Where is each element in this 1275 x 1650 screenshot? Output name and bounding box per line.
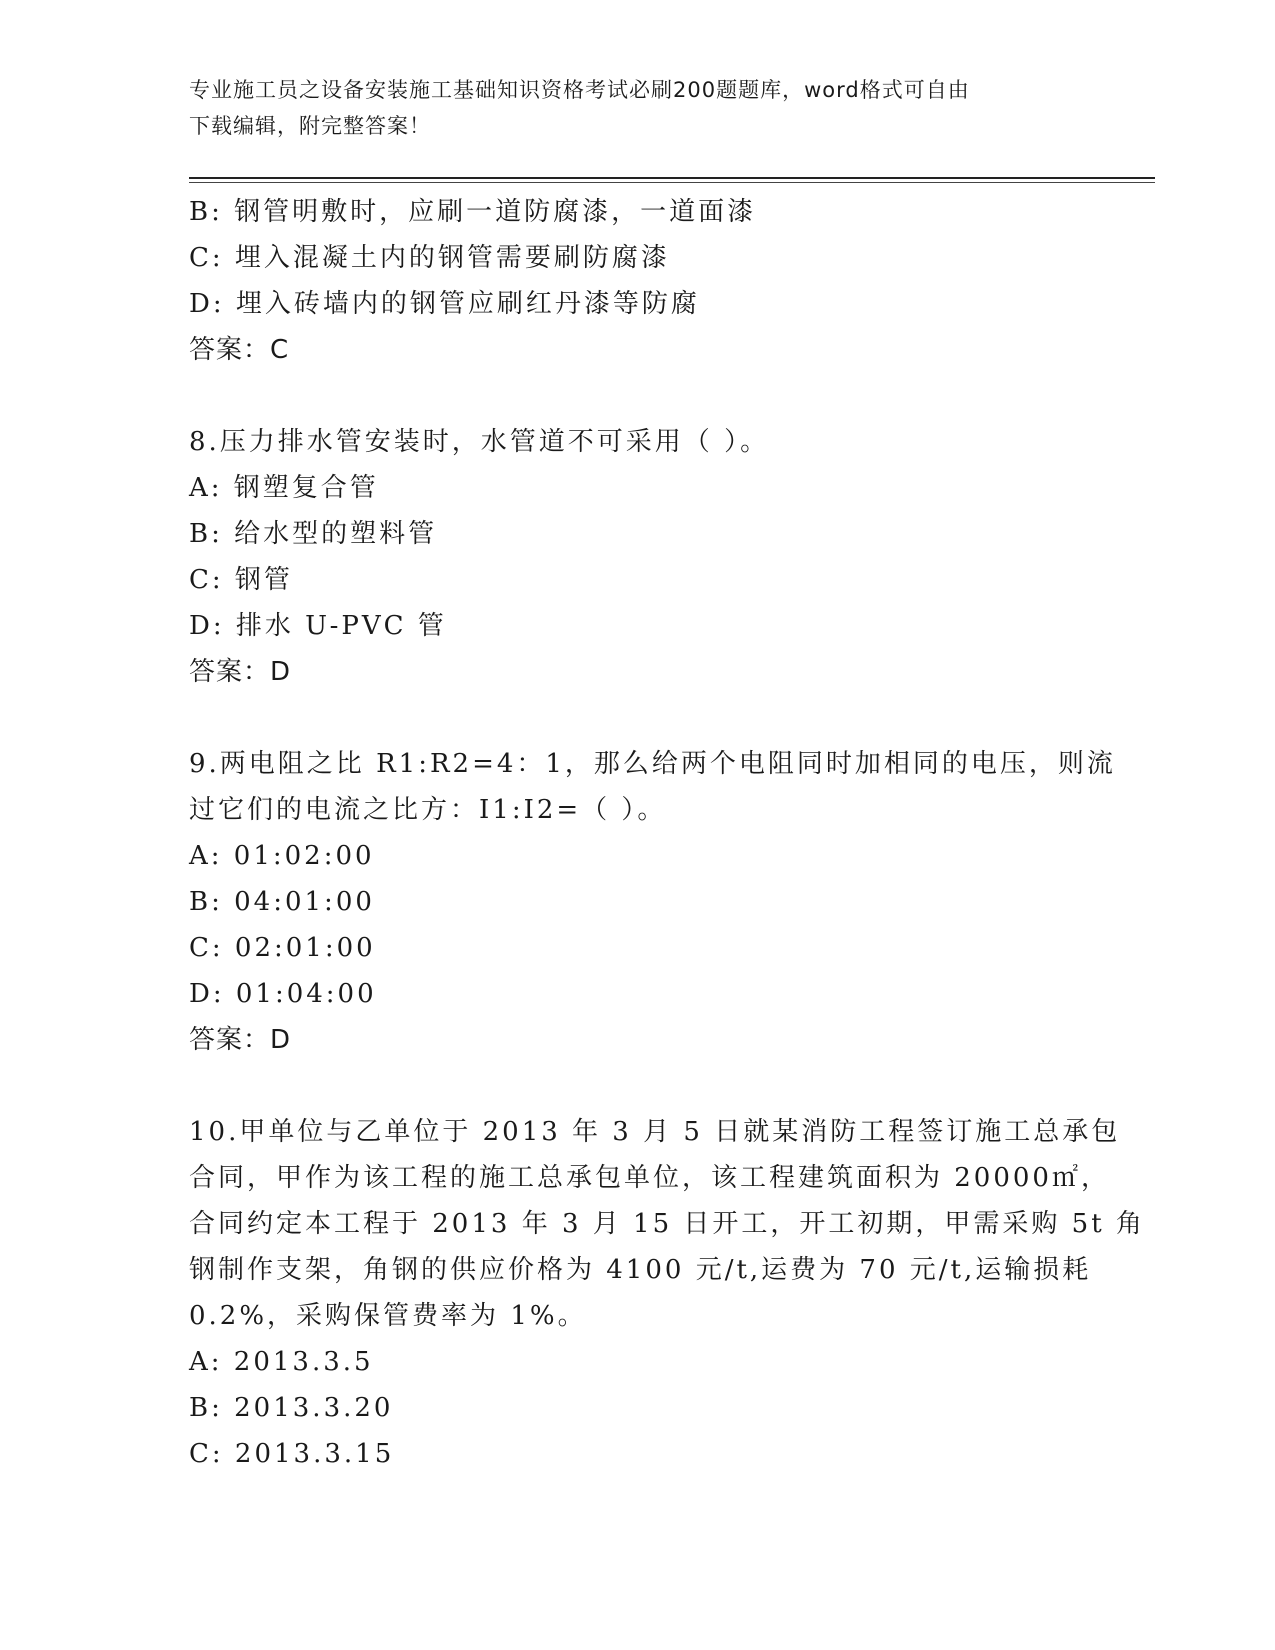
option-d: D: 埋入砖墙内的钢管应刷红丹漆等防腐 <box>189 289 700 319</box>
question-stem-line3: 合同约定本工程于 2013 年 3 月 15 日开工，开工初期，甲需采购 5t 角 <box>189 1209 1145 1239</box>
option-c: C: 埋入混凝土内的钢管需要刷防腐漆 <box>189 243 670 273</box>
question-9 <box>189 741 1116 1063</box>
question-stem-line1: 9.两电阻之比 R1:R2=4：1，那么给两个电阻同时加相同的电压，则流 <box>189 749 1116 779</box>
option-a: A: 01:02:00 <box>189 841 375 871</box>
question-stem-line1: 10.甲单位与乙单位于 2013 年 3 月 5 日就某消防工程签订施工总承包 <box>189 1117 1121 1147</box>
question-stem-line5: 0.2%，采购保管费率为 1%。 <box>189 1301 587 1331</box>
spacer <box>189 373 1069 419</box>
option-a: A: 2013.3.5 <box>189 1347 374 1377</box>
header-title-line1: 专业施工员之设备安装施工基础知识资格考试必刷200题题库，word格式可自由 <box>189 78 970 102</box>
question-stem-line2: 过它们的电流之比方：I1:I2=（ ）。 <box>189 795 667 825</box>
question-stem: 8.压力排水管安装时，水管道不可采用（ ）。 <box>189 427 770 457</box>
option-c: C: 钢管 <box>189 565 293 595</box>
question-list <box>189 189 1145 1477</box>
option-c: C: 2013.3.15 <box>189 1439 395 1469</box>
header-divider-thin <box>189 182 1155 183</box>
option-d: D: 01:04:00 <box>189 979 377 1009</box>
question-8 <box>189 419 1069 695</box>
question-stem-line4: 钢制作支架，角钢的供应价格为 4100 元/t,运费为 70 元/t,运输损耗 <box>189 1255 1092 1285</box>
question-7-continued <box>189 189 1069 373</box>
document-header <box>189 72 1069 144</box>
header-title-line2: 下载编辑，附完整答案！ <box>189 114 431 138</box>
option-b: B: 给水型的塑料管 <box>189 519 438 549</box>
question-10 <box>189 1109 1145 1477</box>
option-b: B: 2013.3.20 <box>189 1393 394 1423</box>
option-c: C: 02:01:00 <box>189 933 376 963</box>
question-stem-line2: 合同，甲作为该工程的施工总承包单位，该工程建筑面积为 20000㎡， <box>189 1163 1110 1193</box>
option-a: A: 钢塑复合管 <box>189 473 379 503</box>
option-d: D: 排水 U-PVC 管 <box>189 611 447 641</box>
header-divider-thick <box>189 177 1155 179</box>
answer-line: 答案：D <box>189 1025 292 1055</box>
option-b: B: 04:01:00 <box>189 887 375 917</box>
answer-line: 答案：D <box>189 657 292 687</box>
spacer <box>189 695 1069 741</box>
option-b: B: 钢管明敷时，应刷一道防腐漆，一道面漆 <box>189 197 757 227</box>
spacer <box>189 1063 1069 1109</box>
answer-line: 答案：C <box>189 335 290 365</box>
